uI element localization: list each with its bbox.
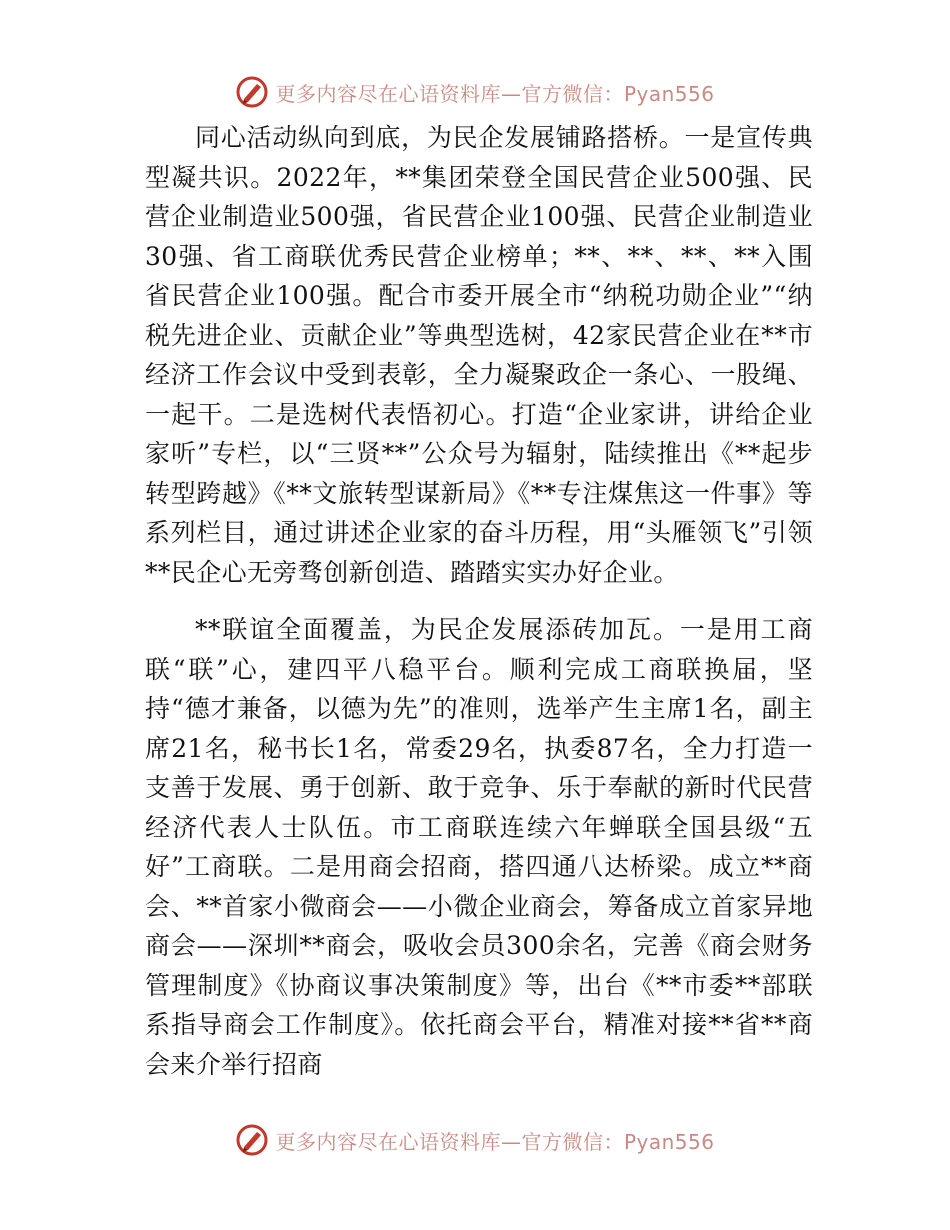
document-body [145, 118, 813, 1084]
footer-watermark [0, 1120, 950, 1160]
header-watermark [0, 72, 950, 112]
paragraph-1: 同心活动纵向到底，为民企发展铺路搭桥。一是宣传典型凝共识。2022年，**集团荣登全国民营企业500强、民营企业制造业500强，省民营企业100强、民营企业制造业30强、省工商联优秀民营企业榜单；**、**、**、**入围省民营企业100强。配合市委开展全市“纳税功勋企业”“纳税先进企业、贡献企业”等典型选树，42家民营企业在**市经济工作会议中受到表彰，全力凝聚政企一条心、一股绳、一起干。二是选树代表悟初心。打造“企业家讲，讲给企业家听”专栏，以“三贤**”公众号为辐射，陆续推出《**起步转型跨越》《**文旅转型谋新局》《**专注煤焦这一件事》等系列栏目，通过讲述企业家的奋斗历程，用“头雁领飞”引领**民企心无旁骛创新创造、踏踏实实办好企业。 [145, 123, 813, 587]
pen-logo-icon [235, 75, 269, 109]
watermark-text: 更多内容尽在心语资料库—官方微信：Pyan556 [275, 1129, 715, 1154]
paragraph-2: **联谊全面覆盖，为民企发展添砖加瓦。一是用工商联“联”心，建四平八稳平台。顺利完成工商联换届，坚持“德才兼备，以德为先”的准则，选举产生主席1名，副主席21名，秘书长1名，常委29名，执委87名，全力打造一支善于发展、勇于创新、敢于竞争、乐于奉献的新时代民营经济代表人士队伍。市工商联连续六年蝉联全国县级“五好”工商联。二是用商会招商，搭四通八达桥梁。成立**商会、**首家小微商会——小微企业商会，筹备成立首家异地商会——深圳**商会，吸收会员300余名，完善《商会财务管理制度》《协商议事决策制度》等，出台《**市委**部联系指导商会工作制度》。依托商会平台，精准对接**省**商会来介举行招商 [145, 615, 813, 1079]
watermark-text: 更多内容尽在心语资料库—官方微信：Pyan556 [275, 81, 715, 106]
pen-logo-icon [235, 1123, 269, 1157]
